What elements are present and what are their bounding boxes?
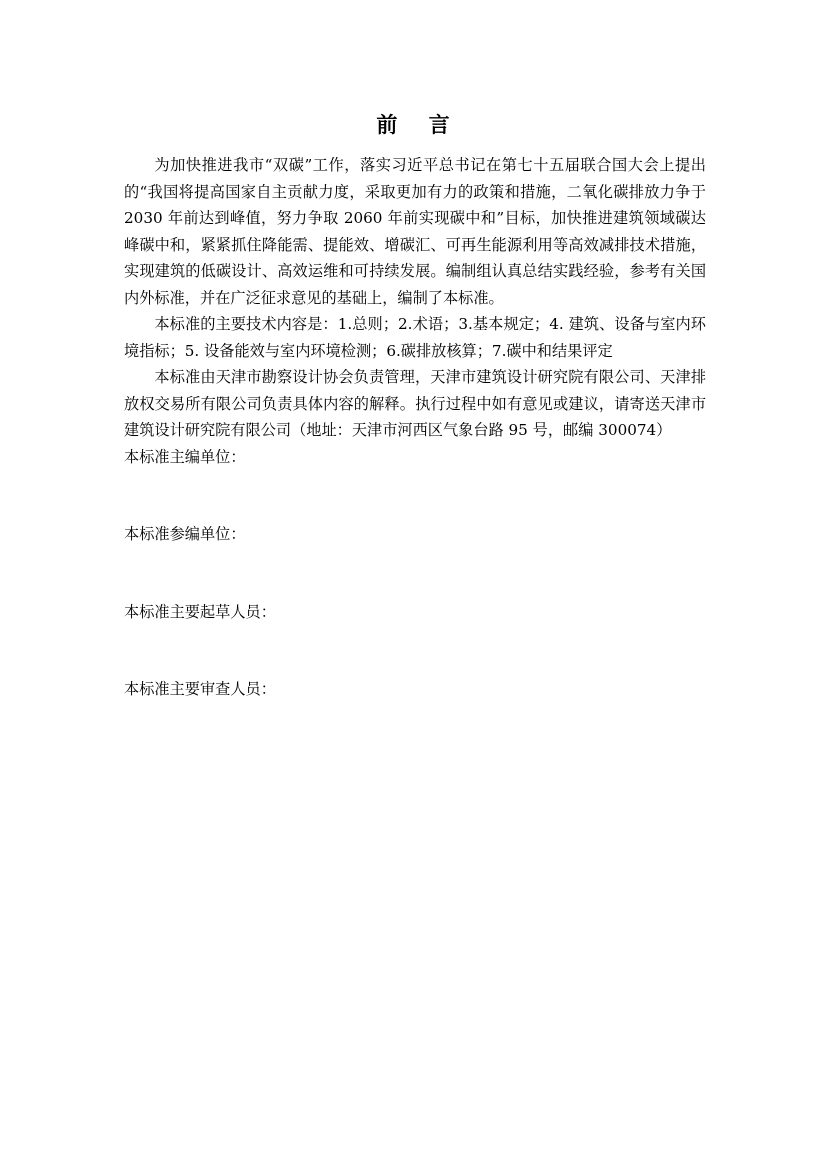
page-title: 前 言 [376,112,462,137]
chief-editor-unit-label: 本标准主编单位： [124,447,246,466]
paragraph-contents: 本标准的主要技术内容是：1.总则；2.术语；3.基本规定；4. 建筑、设备与室内环境指标；5. 设备能效与室内环境检测；6.碳排放核算；7.碳中和结果评定 [124,315,706,360]
spacer [124,548,706,599]
paragraph-management: 本标准由天津市勘察设计协会负责管理，天津市建筑设计研究院有限公司、天津排放权交易所有限公司负责具体内容的解释。执行过程中如有意见或建议，请寄送天津市建筑设计研究院有限公司（地址：天津市河西区气象台路 95 号，邮编 300074） [124,368,706,439]
main-drafters-label: 本标准主要起草人员： [124,602,276,621]
preface-body [124,152,706,703]
paragraph-purpose: 为加快推进我市“双碳”工作，落实习近平总书记在第七十五届联合国大会上提出的“我国将提高国家自主贡献力度，采取更加有力的政策和措施，二氧化碳排放力争于 2030 年前达到峰值，努力争取 2060 年前实现碳中和”目标，加快推进建筑领域碳达峰碳中和，紧紧抓住降能需、提能效、增碳汇、可再生能源利用等高效减排技术措施，实现建筑的低碳设计、高效运维和可持续发展。编制组认真总结实践经验，参考有关国内外标准，并在广泛征求意见的基础上，编制了本标准。 [124,156,706,307]
spacer [124,470,706,521]
main-reviewers-label: 本标准主要审查人员： [124,680,276,698]
spacer [124,625,706,676]
participating-unit-label: 本标准参编单位： [124,525,246,543]
